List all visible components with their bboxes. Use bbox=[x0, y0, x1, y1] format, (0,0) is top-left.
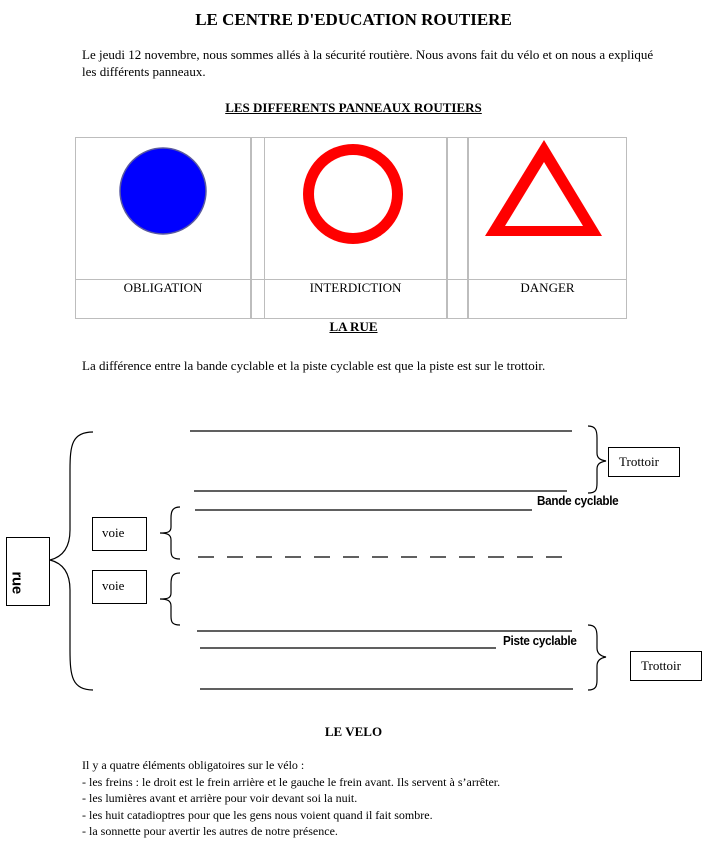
trottoir-label-top: Trottoir bbox=[619, 454, 659, 469]
sign-label-obligation: OBLIGATION bbox=[123, 280, 203, 295]
trottoir-box-bottom bbox=[630, 651, 702, 681]
blue-disc-icon bbox=[76, 138, 250, 278]
voie-box-2 bbox=[92, 570, 147, 604]
table-divider bbox=[447, 137, 468, 319]
voie-label-1: voie bbox=[102, 525, 125, 540]
velo-list-item: - la sonnette pour avertir les autres de notre présence. bbox=[82, 824, 338, 838]
trottoir-box-top bbox=[608, 447, 680, 477]
signs-table bbox=[75, 137, 626, 318]
page-title: LE CENTRE D'EDUCATION ROUTIERE bbox=[195, 10, 512, 29]
intro-paragraph: Le jeudi 12 novembre, nous sommes allés à la sécurité routière. Nous avons fait du vélo et on nous a expliqué les différents panneaux. bbox=[82, 47, 654, 79]
difference-paragraph: La différence entre la bande cyclable et la piste cyclable est que la piste est sur le trottoir. bbox=[82, 358, 546, 373]
velo-list bbox=[82, 757, 702, 840]
prohibition-ring-icon bbox=[265, 138, 446, 278]
warning-triangle-icon bbox=[469, 138, 626, 278]
velo-section-title: LE VELO bbox=[324, 724, 383, 739]
velo-list-item: - les freins : le droit est le frein arrière et le gauche le frein avant. Ils servent à s’arrêter. bbox=[82, 774, 501, 789]
trottoir-label-bottom: Trottoir bbox=[641, 658, 681, 673]
table-divider bbox=[251, 137, 265, 319]
sign-cell-danger bbox=[468, 137, 627, 319]
voie-box-1 bbox=[92, 517, 147, 551]
sign-cell-interdiction bbox=[264, 137, 447, 319]
rue-section-title: LA RUE bbox=[329, 319, 378, 334]
bande-cyclable-label: Bande cyclable bbox=[537, 493, 619, 508]
rue-brace bbox=[50, 432, 93, 690]
velo-intro-line: Il y a quatre éléments obligatoires sur le vélo : bbox=[82, 758, 305, 772]
velo-list-item: - les huit catadioptres pour que les gens nous voient quand il fait sombre. bbox=[82, 807, 433, 822]
table-row-divider bbox=[75, 279, 626, 280]
voie-label-2: voie bbox=[102, 578, 125, 593]
sign-label-danger: DANGER bbox=[520, 280, 575, 295]
velo-list-item: - les lumières avant et arrière pour voir devant soi la nuit. bbox=[82, 791, 358, 805]
sign-label-interdiction: INTERDICTION bbox=[309, 280, 402, 295]
signs-section-title: LES DIFFERENTS PANNEAUX ROUTIERS bbox=[225, 100, 482, 115]
rue-label: rue bbox=[8, 571, 26, 594]
sign-cell-obligation bbox=[75, 137, 251, 319]
piste-cyclable-label: Piste cyclable bbox=[503, 633, 577, 648]
rue-box bbox=[6, 537, 50, 606]
